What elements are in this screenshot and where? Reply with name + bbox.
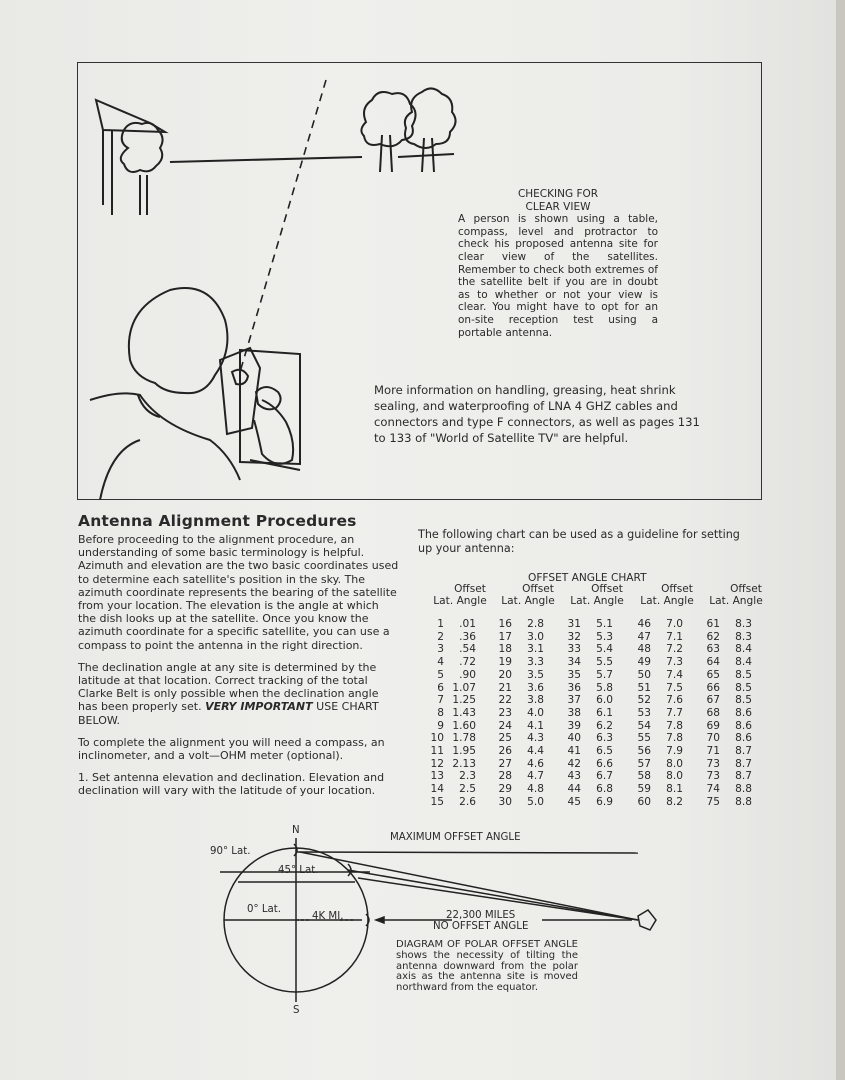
lat-angle-value: 35 — [567, 668, 581, 681]
lat-angle-value: 17 — [498, 630, 512, 643]
offset-value: 5.4 — [596, 643, 613, 656]
paragraph-step-1: 1. Set antenna elevation and declination. Elevation and declination will vary with the latitude of your location. — [78, 771, 385, 798]
chart-row — [565, 618, 613, 631]
lat-angle-value: 36 — [567, 681, 581, 694]
chart-row — [565, 669, 613, 682]
offset-value: 6.3 — [596, 732, 613, 745]
caption-title-line1: CHECKING FOR — [517, 188, 599, 200]
offset-value: 8.3 — [735, 618, 752, 630]
chart-row — [704, 720, 752, 733]
caption-body: A person is shown using a table, compass, level and protractor to check his proposed antenna site for clear view of the satellites. Remember to check both extremes of the satellite belt if you are in doubt as to whether or not your view is clear. You might have to opt for an on-site reception test using a portable antenna. — [458, 213, 658, 339]
offset-value: 8.6 — [735, 719, 752, 732]
no-offset-label: NO OFFSET ANGLE — [433, 921, 529, 932]
offset-value: 8.6 — [735, 706, 752, 719]
lat-angle-value: 47 — [637, 630, 651, 643]
offset-value: 2.13 — [452, 757, 476, 770]
offset-value: 8.6 — [735, 732, 752, 745]
chart-row — [496, 682, 544, 695]
offset-value: 8.7 — [735, 745, 752, 758]
lat-angle-value: 2 — [437, 630, 444, 643]
lat-angle-header: Lat. Angle — [433, 595, 487, 607]
lat-angle-value: 60 — [637, 795, 651, 808]
offset-value: 4.3 — [527, 732, 544, 745]
offset-header: Offset — [661, 583, 693, 595]
chart-row — [565, 732, 613, 745]
chart-row — [635, 745, 683, 758]
offset-value: .72 — [459, 656, 476, 669]
chart-row — [704, 783, 752, 796]
lat-angle-value: 38 — [567, 706, 581, 719]
offset-value: 7.6 — [666, 694, 683, 707]
offset-value: 5.7 — [596, 668, 613, 681]
chart-row — [496, 758, 544, 771]
lat-angle-value: 24 — [498, 719, 512, 732]
section-heading: Antenna Alignment Procedures — [78, 512, 357, 530]
offset-value: 7.1 — [666, 630, 683, 643]
chart-row — [496, 694, 544, 707]
offset-value: 7.9 — [666, 745, 683, 758]
lat-angle-value: 64 — [706, 656, 720, 669]
lat-angle-value: 70 — [706, 732, 720, 745]
lat-angle-value: 75 — [706, 795, 720, 808]
lat-angle-value: 42 — [567, 757, 581, 770]
chart-row — [496, 643, 544, 656]
lat-angle-value: 57 — [637, 757, 651, 770]
lat-angle-value: 44 — [567, 783, 581, 796]
lat-angle-header: Lat. Angle — [501, 595, 555, 607]
chart-row — [635, 720, 683, 733]
body-column — [78, 533, 400, 807]
lat-angle-value: 73 — [706, 770, 720, 783]
chart-row — [428, 682, 476, 695]
lat-angle-value: 16 — [498, 618, 512, 630]
chart-column — [496, 618, 544, 809]
lat-angle-value: 19 — [498, 656, 512, 669]
paragraph-terminology: Before proceeding to the alignment procedure, an understanding of some basic terminology is helpful. Azimuth and elevation are the two basic coordinates used to determine each satellite's position in the sky. The azimuth coordinate represents the bearing of the satellite from your location. The elevation is the angle at which the dish looks up at the satellite. Once you know the azimuth coordinate for a specific satellite, you can use a compass to point the antenna in the right direction. — [78, 533, 399, 652]
chart-row — [428, 796, 476, 809]
chart-row — [496, 796, 544, 809]
chart-row — [704, 631, 752, 644]
chart-row — [496, 745, 544, 758]
chart-column-header — [637, 583, 697, 607]
chart-column-header — [567, 583, 627, 607]
chart-row — [704, 694, 752, 707]
chart-row — [428, 770, 476, 783]
paragraph-declination — [78, 661, 400, 727]
chart-row — [565, 694, 613, 707]
offset-header: Offset — [591, 583, 623, 595]
offset-value: 6.0 — [596, 694, 613, 707]
lat0-label: 0° Lat. — [247, 904, 281, 915]
lat-angle-value: 37 — [567, 694, 581, 707]
offset-value: 4.4 — [527, 745, 544, 758]
lat-angle-header: Lat. Angle — [640, 595, 694, 607]
lat-angle-value: 71 — [706, 745, 720, 758]
offset-value: 3.3 — [527, 656, 544, 669]
offset-value: 4.0 — [527, 706, 544, 719]
chart-row — [428, 745, 476, 758]
chart-row — [428, 783, 476, 796]
offset-value: 8.5 — [735, 681, 752, 694]
offset-value: 2.3 — [459, 770, 476, 783]
lat-angle-value: 55 — [637, 732, 651, 745]
lat-angle-value: 9 — [437, 719, 444, 732]
offset-value: 7.3 — [666, 656, 683, 669]
chart-row — [496, 669, 544, 682]
offset-value: 6.7 — [596, 770, 613, 783]
chart-column — [428, 618, 476, 809]
offset-value: 1.07 — [452, 681, 476, 694]
chart-row — [704, 758, 752, 771]
chart-row — [565, 631, 613, 644]
offset-value: 8.7 — [735, 770, 752, 783]
max-offset-line — [296, 852, 638, 853]
chart-column — [565, 618, 613, 809]
offset-value: 2.8 — [527, 618, 544, 630]
offset-header: Offset — [730, 583, 762, 595]
chart-row — [496, 631, 544, 644]
lat-angle-value: 73 — [706, 757, 720, 770]
page-edge — [836, 0, 845, 1080]
lat-angle-value: 11 — [430, 745, 444, 758]
lat-angle-value: 21 — [498, 681, 512, 694]
diagram-caption: DIAGRAM OF POLAR OFFSET ANGLE shows the necessity of tilting the antenna downward from the polar axis as the antenna site is moved northward from the equator. — [396, 939, 578, 994]
lat-angle-value: 74 — [706, 783, 720, 796]
offset-value: 8.5 — [735, 668, 752, 681]
satellite-icon — [638, 910, 656, 930]
max-offset-label: MAXIMUM OFFSET ANGLE — [390, 832, 521, 843]
chart-row — [704, 770, 752, 783]
chart-row — [704, 669, 752, 682]
offset-value: 1.78 — [452, 732, 476, 745]
chart-row — [565, 770, 613, 783]
offset-value: 7.2 — [666, 643, 683, 656]
chart-row — [704, 732, 752, 745]
lat-angle-value: 39 — [567, 719, 581, 732]
offset-value: 3.8 — [527, 694, 544, 707]
offset-value: 3.6 — [527, 681, 544, 694]
lat-angle-value: 13 — [430, 770, 444, 783]
offset-value: 6.8 — [596, 783, 613, 796]
chart-row — [565, 758, 613, 771]
offset-value: 3.0 — [527, 630, 544, 643]
lat-angle-value: 27 — [498, 757, 512, 770]
chart-row — [565, 745, 613, 758]
caption-title-line2: CLEAR VIEW — [525, 200, 591, 213]
offset-value: .36 — [459, 630, 476, 643]
chart-row — [635, 669, 683, 682]
offset-value: 2.6 — [459, 795, 476, 808]
lat-angle-value: 48 — [637, 643, 651, 656]
lat-angle-value: 61 — [706, 618, 720, 630]
lat-angle-value: 4 — [437, 656, 444, 669]
offset-value: 4.6 — [527, 757, 544, 770]
offset-value: 7.7 — [666, 706, 683, 719]
offset-value: 8.5 — [735, 694, 752, 707]
lat-angle-value: 67 — [706, 694, 720, 707]
offset-value: 5.3 — [596, 630, 613, 643]
lat-angle-value: 33 — [567, 643, 581, 656]
chart-row — [635, 631, 683, 644]
lat-angle-value: 18 — [498, 643, 512, 656]
lat-angle-value: 25 — [498, 732, 512, 745]
offset-value: 4.7 — [527, 770, 544, 783]
very-important-label: VERY IMPORTANT — [205, 700, 313, 714]
chart-row — [428, 758, 476, 771]
lat-angle-value: 66 — [706, 681, 720, 694]
clear-view-caption — [458, 188, 658, 339]
offset-value: 6.1 — [596, 706, 613, 719]
chart-row — [704, 707, 752, 720]
offset-value: 5.5 — [596, 656, 613, 669]
lat-angle-value: 10 — [430, 732, 444, 745]
offset-value: 5.1 — [596, 618, 613, 630]
lat-angle-value: 14 — [430, 783, 444, 796]
chart-column-header — [706, 583, 766, 607]
chart-row — [496, 707, 544, 720]
lat-angle-value: 23 — [498, 706, 512, 719]
offset-value: 8.4 — [735, 656, 752, 669]
offset-value: 1.95 — [452, 745, 476, 758]
lat-angle-value: 63 — [706, 643, 720, 656]
offset-value: 4.8 — [527, 783, 544, 796]
offset-value: 4.1 — [527, 719, 544, 732]
lat-angle-value: 30 — [498, 795, 512, 808]
offset-value: 7.8 — [666, 732, 683, 745]
offset-value: 2.5 — [459, 783, 476, 796]
chart-row — [428, 694, 476, 707]
lat-angle-value: 52 — [637, 694, 651, 707]
more-info-text: More information on handling, greasing, heat shrink sealing, and waterproofing of LNA 4 GHZ cables and connectors and type F connectors, as well as pages 131 to 133 of "World of Satellite TV" are helpful. — [374, 383, 700, 445]
chart-row — [635, 770, 683, 783]
polar-offset-diagram — [190, 820, 670, 1030]
lat-angle-value: 46 — [637, 618, 651, 630]
lat-angle-value: 53 — [637, 706, 651, 719]
miles-label: 22,300 MILES — [446, 910, 516, 921]
lat-angle-value: 3 — [437, 643, 444, 656]
south-label: S — [293, 1005, 300, 1016]
offset-value: 7.5 — [666, 681, 683, 694]
lat-angle-value: 26 — [498, 745, 512, 758]
lat-angle-value: 40 — [567, 732, 581, 745]
offset-value: 1.43 — [452, 706, 476, 719]
chart-row — [704, 643, 752, 656]
paragraph-tools: To complete the alignment you will need a compass, an inclinometer, and a volt—OHM meter (optional). — [78, 735, 385, 763]
offset-header: Offset — [522, 583, 554, 595]
lat-angle-value: 62 — [706, 630, 720, 643]
lat-angle-value: 12 — [430, 757, 444, 770]
lat-angle-value: 5 — [437, 668, 444, 681]
offset-value: 8.0 — [666, 770, 683, 783]
chart-row — [565, 643, 613, 656]
offset-value: 5.0 — [527, 795, 544, 808]
chart-row — [565, 707, 613, 720]
chart-row — [496, 783, 544, 796]
offset-value: 6.6 — [596, 757, 613, 770]
use-chart-text: USE CHART BELOW. — [78, 700, 379, 727]
chart-row — [428, 707, 476, 720]
chart-column-header — [498, 583, 558, 607]
chart-row — [635, 694, 683, 707]
chart-row — [635, 796, 683, 809]
lat-angle-value: 49 — [637, 656, 651, 669]
lat-angle-header: Lat. Angle — [570, 595, 624, 607]
lat-angle-value: 29 — [498, 783, 512, 796]
lat-angle-value: 28 — [498, 770, 512, 783]
chart-row — [565, 783, 613, 796]
offset-value: 6.5 — [596, 745, 613, 758]
chart-row — [635, 682, 683, 695]
lat-angle-value: 69 — [706, 719, 720, 732]
lat-angle-value: 58 — [637, 770, 651, 783]
lat-angle-value: 59 — [637, 783, 651, 796]
chart-column — [635, 618, 683, 809]
chart-row — [565, 682, 613, 695]
chart-intro: The following chart can be used as a guideline for setting up your antenna: — [418, 528, 740, 555]
chart-row — [704, 796, 752, 809]
lat-angle-value: 56 — [637, 745, 651, 758]
chart-row — [428, 618, 476, 631]
chart-row — [565, 720, 613, 733]
lat-angle-value: 41 — [567, 745, 581, 758]
offset-value: 3.5 — [527, 668, 544, 681]
offset-value: 3.1 — [527, 643, 544, 656]
lat-angle-value: 32 — [567, 630, 581, 643]
chart-row — [704, 745, 752, 758]
offset-value: 7.8 — [666, 719, 683, 732]
offset-value: .90 — [459, 668, 476, 681]
offset-value: 8.2 — [666, 795, 683, 808]
chart-row — [496, 618, 544, 631]
chart-row — [496, 720, 544, 733]
lat-angle-value: 22 — [498, 694, 512, 707]
lat-angle-value: 31 — [567, 618, 581, 630]
offset-value: 8.7 — [735, 757, 752, 770]
chart-row — [704, 682, 752, 695]
offset-value: .01 — [459, 618, 476, 630]
chart-row — [704, 656, 752, 669]
lat45-label: 45° Lat. — [278, 865, 319, 876]
chart-row — [428, 631, 476, 644]
lat-angle-value: 68 — [706, 706, 720, 719]
lat-angle-value: 34 — [567, 656, 581, 669]
offset-value: 5.8 — [596, 681, 613, 694]
chart-row — [565, 796, 613, 809]
chart-row — [496, 656, 544, 669]
offset-value: 7.4 — [666, 668, 683, 681]
lat-angle-value: 6 — [437, 681, 444, 694]
lat-angle-value: 65 — [706, 668, 720, 681]
offset-value: 8.1 — [666, 783, 683, 796]
chart-row — [635, 656, 683, 669]
lat-angle-header: Lat. Angle — [709, 595, 763, 607]
chart-title: OFFSET ANGLE CHART — [528, 572, 647, 584]
lat-angle-value: 7 — [437, 694, 444, 707]
chart-row — [428, 732, 476, 745]
offset-header: Offset — [454, 583, 486, 595]
chart-row — [428, 656, 476, 669]
chart-column — [704, 618, 752, 809]
chart-row — [428, 643, 476, 656]
chart-row — [496, 732, 544, 745]
offset-value: 7.0 — [666, 618, 683, 630]
offset-value: 1.60 — [452, 719, 476, 732]
chart-row — [565, 656, 613, 669]
offset-value: 8.0 — [666, 757, 683, 770]
lat-angle-value: 20 — [498, 668, 512, 681]
chart-row — [704, 618, 752, 631]
chart-row — [428, 669, 476, 682]
offset-value: 1.25 — [452, 694, 476, 707]
distance-label: 4K MI. — [312, 911, 344, 922]
chart-row — [496, 770, 544, 783]
chart-row — [635, 618, 683, 631]
chart-row — [635, 732, 683, 745]
chart-row — [635, 783, 683, 796]
lat90-label: 90° Lat. — [210, 846, 251, 857]
chart-row — [635, 758, 683, 771]
offset-value: 8.4 — [735, 643, 752, 656]
offset-value: .54 — [459, 643, 476, 656]
chart-row — [635, 643, 683, 656]
offset-value: 8.3 — [735, 630, 752, 643]
lat-angle-value: 15 — [430, 795, 444, 808]
offset-value: 8.8 — [735, 783, 752, 796]
lat-angle-value: 51 — [637, 681, 651, 694]
lat-angle-value: 1 — [437, 618, 444, 630]
declination-text: The declination angle at any site is determined by the latitude at that location. Correct tracking of the total Clarke Belt is only possible when the declination angle has been properly set. — [78, 660, 379, 714]
chart-row — [635, 707, 683, 720]
lat-angle-value: 45 — [567, 795, 581, 808]
lat-angle-value: 54 — [637, 719, 651, 732]
lat-angle-value: 8 — [437, 706, 444, 719]
chart-row — [428, 720, 476, 733]
chart-column-header — [430, 583, 490, 607]
north-label: N — [292, 825, 300, 836]
lat-angle-value: 43 — [567, 770, 581, 783]
offset-value: 6.9 — [596, 795, 613, 808]
offset-value: 6.2 — [596, 719, 613, 732]
lat-angle-value: 50 — [637, 668, 651, 681]
offset-value: 8.8 — [735, 795, 752, 808]
